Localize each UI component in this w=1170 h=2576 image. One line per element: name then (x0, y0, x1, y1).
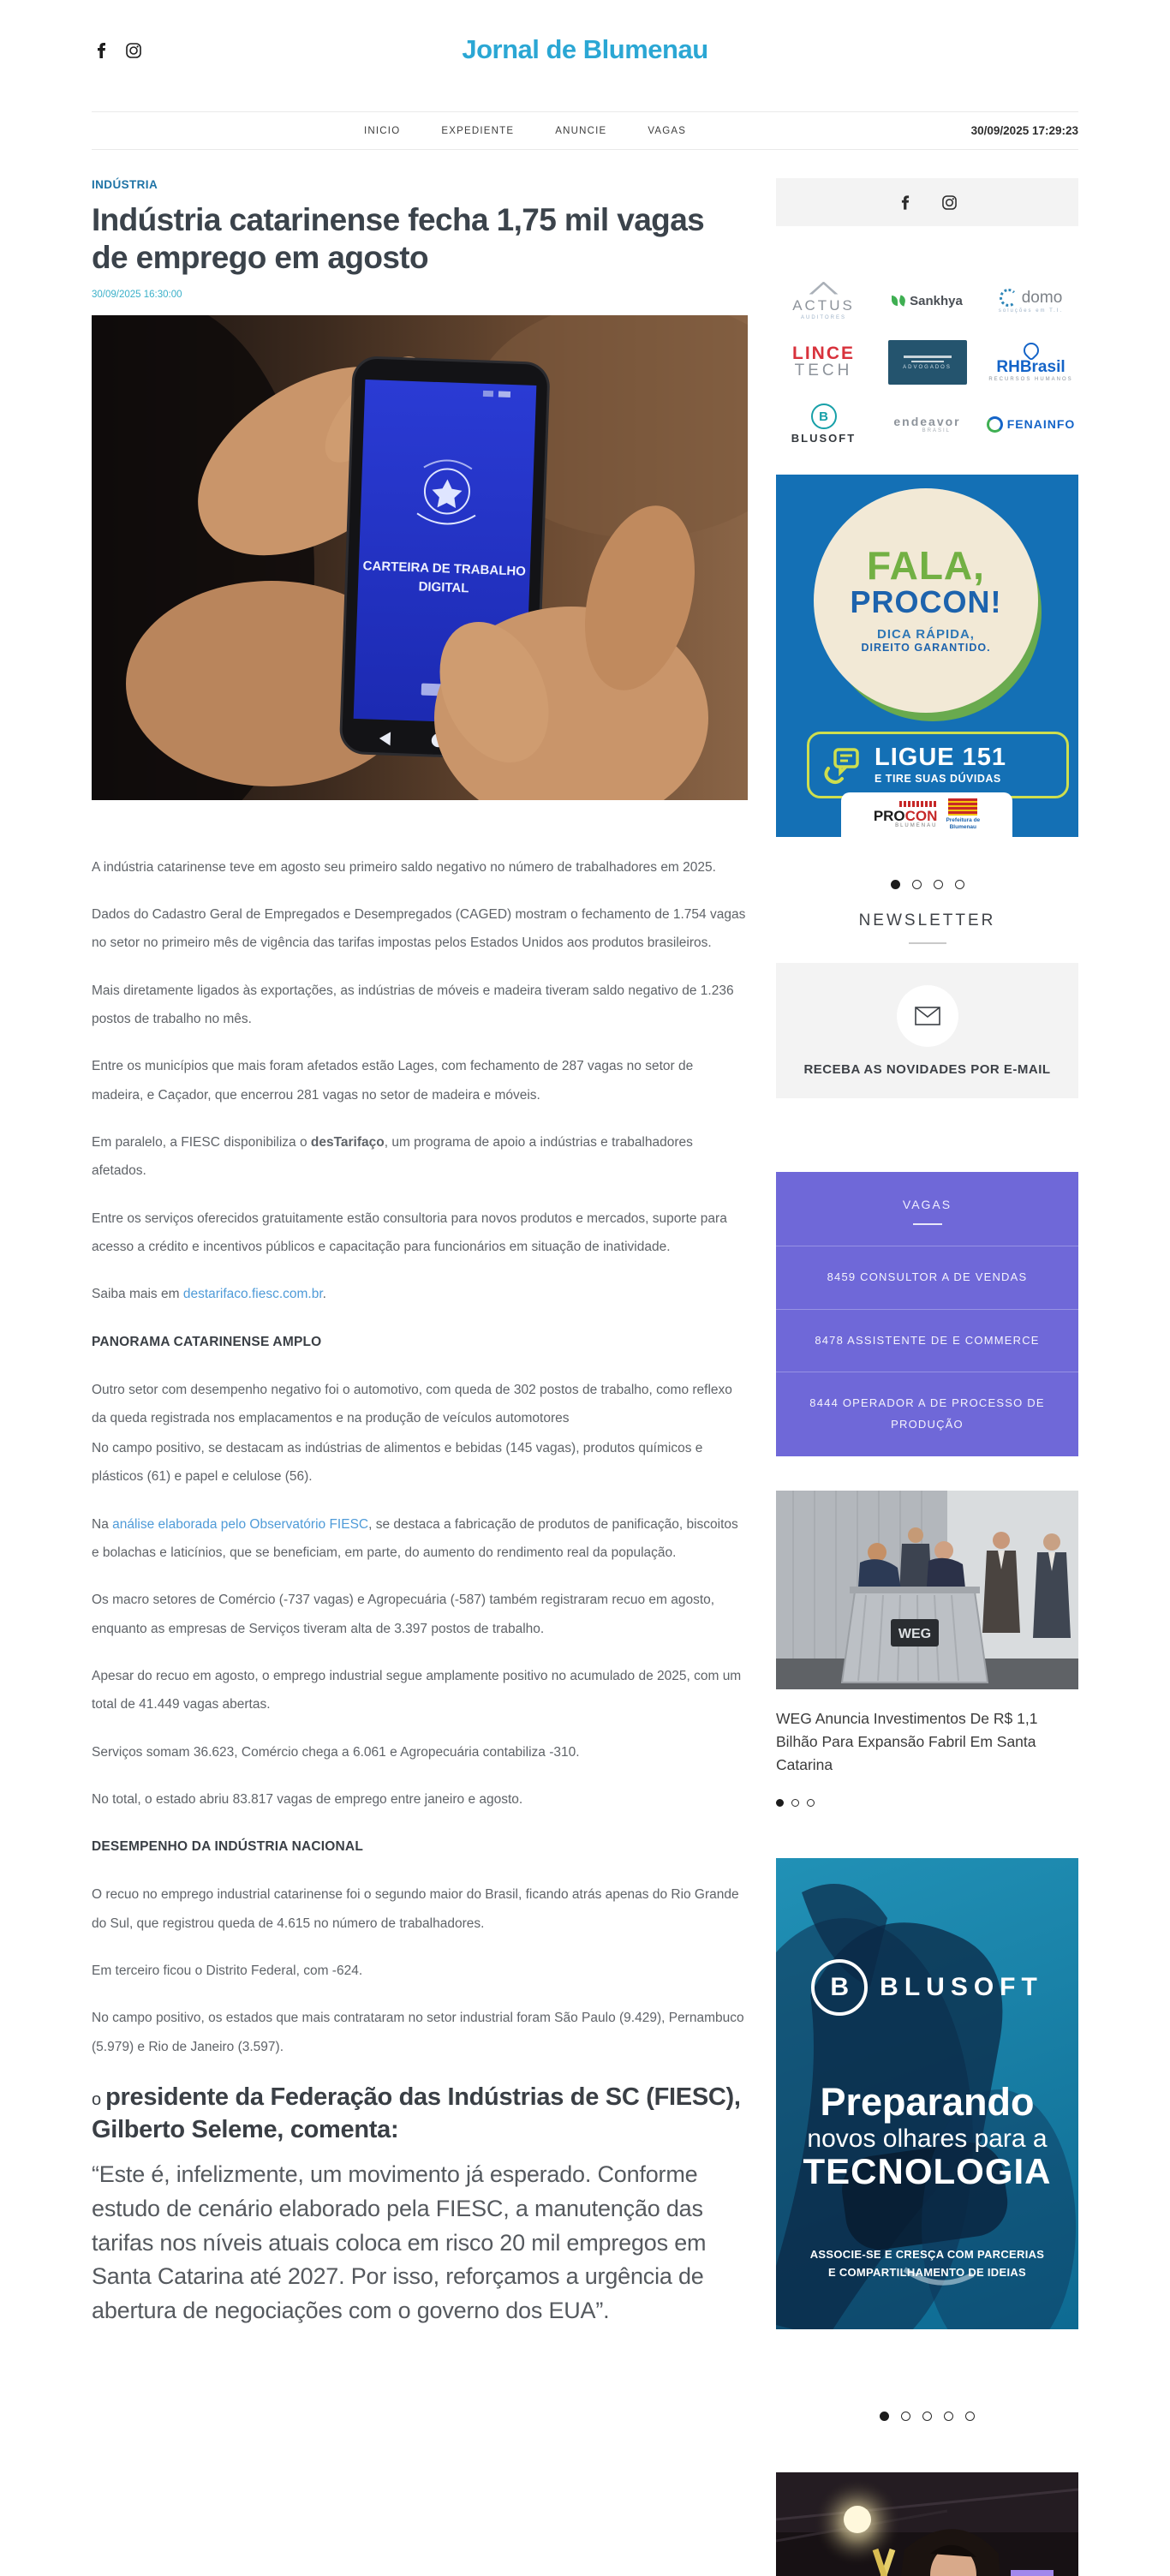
actus-roof-icon (809, 282, 839, 295)
paragraph: A indústria catarinense teve em agosto seu primeiro saldo negativo no número de trabalhadores em 2025. (92, 859, 716, 875)
sponsor-name: LINCE (792, 344, 855, 364)
procon-ad-banner[interactable] (776, 475, 1078, 837)
domo-c-icon (1000, 289, 1018, 307)
newsletter-cta: RECEBA AS NOVIDADES POR E-MAIL (803, 1061, 1051, 1077)
logo-text: BLUMENAU (895, 823, 938, 828)
prefeitura-flag-icon (948, 798, 977, 816)
procon-call-box (807, 732, 1069, 798)
blusoft-brand-row (811, 1959, 1043, 2016)
svg-text:CARTEIRA DE TRABALHO: CARTEIRA DE TRABALHO (362, 558, 527, 579)
article-published-date: 30/09/2025 16:30:00 (92, 289, 182, 300)
carousel-dot[interactable] (934, 880, 943, 889)
paragraph: No total, o estado abriu 83.817 vagas de emprego entre janeiro e agosto. (92, 1791, 523, 1807)
sponsor-name: RHBrasil (996, 358, 1066, 376)
vaga-item[interactable]: 8459 CONSULTOR A DE VENDAS (776, 1246, 1078, 1309)
destarifaco-link[interactable]: destarifaco.fiesc.com.br (182, 1287, 323, 1302)
sponsor-actus[interactable] (776, 276, 871, 326)
weg-news-title[interactable]: WEG Anuncia Investimentos De R$ 1,1 Bilhão Para Expansão Fabril Em Santa Catarina (776, 1709, 1038, 1773)
ad-tagline: DICA RÁPIDA, (877, 627, 975, 643)
sponsor-carousel-dots (776, 880, 1078, 889)
current-datetime: 30/09/2025 17:29:23 (970, 124, 1078, 137)
paragraph-text: Saiba mais em (92, 1287, 183, 1302)
header (92, 0, 1078, 111)
article-category[interactable]: INDÚSTRIA (92, 178, 158, 191)
main-nav (92, 111, 1078, 150)
bottom-carousel-dots (776, 2412, 1078, 2421)
law-firm-logo (888, 340, 967, 385)
ad-headline: Preparando (820, 2080, 1035, 2125)
paragraph: O recuo no emprego industrial catarinense foi o segundo maior do Brasil, ficando atrás apenas do Rio Grande do Sul, que registrou queda de 4.615 no número de trabalhadores. (92, 1887, 739, 1931)
blusoft-ad-banner[interactable] (776, 1858, 1078, 2329)
paragraph (92, 1128, 748, 1186)
section-heading-panorama: PANORAMA CATARINENSE AMPLO (92, 1334, 322, 1349)
sponsor-name: domo (1021, 288, 1063, 307)
paragraph: Entre os serviços oferecidos gratuitamente estão consultoria para novos produtos e mercados, suporte para acesso a crédito e incentivos públicos e capacitação para funcionários em situação de inatividade. (92, 1210, 727, 1254)
sponsor-logo-grid (776, 276, 1078, 449)
sponsor-sankhya[interactable] (880, 276, 975, 326)
instagram-icon[interactable] (942, 194, 958, 210)
logo-text-line (911, 361, 944, 362)
facebook-icon[interactable] (898, 194, 913, 210)
paragraph (92, 1510, 748, 1568)
ad-footer-text: E COMPARTILHAMENTO DE IDEIAS (827, 2266, 1027, 2280)
carousel-dot[interactable] (922, 2412, 932, 2421)
blusoft-b-icon: B (811, 403, 837, 429)
phone-chat-icon (820, 743, 864, 787)
procon-stripes (899, 801, 937, 807)
quote-attribution (92, 2082, 748, 2146)
nav-item-anuncie[interactable]: ANUNCIE (555, 125, 607, 136)
nav-item-vagas[interactable]: VAGAS (648, 125, 687, 136)
article-hero-image (92, 315, 748, 800)
paragraph-text: Em paralelo, a FIESC disponibiliza o (92, 1134, 311, 1150)
award-photo[interactable] (776, 2472, 1078, 2576)
paragraph-text: . (322, 1287, 326, 1302)
procon-logos-box (841, 792, 1012, 837)
sponsor-sub: BRASIL (922, 428, 951, 433)
observatorio-fiesc-link[interactable]: análise elaborada pelo Observatório FIESC (112, 1516, 369, 1532)
ad-footer-text: ASSOCIE-SE E CRESÇA COM PARCERIAS (809, 2248, 1045, 2262)
ad-tagline: DIREITO GARANTIDO. (861, 642, 991, 654)
logo-text: PRO (873, 808, 905, 824)
sponsor-sub: RECURSOS HUMANOS (988, 377, 1073, 382)
procon-speech-bubble (814, 488, 1038, 713)
lead-prefix: o (92, 2089, 106, 2109)
vaga-item[interactable]: 8478 ASSISTENTE DE E COMMERCE (776, 1309, 1078, 1372)
svg-text:WEG: WEG (898, 1626, 932, 1641)
sponsor-rhbrasil[interactable] (983, 338, 1078, 387)
sponsor-domo[interactable] (983, 276, 1078, 326)
site-logo[interactable]: Jornal de Blumenau (462, 34, 708, 64)
sponsor-sub: AUDITORES (801, 314, 846, 320)
vagas-heading: VAGAS (902, 1198, 952, 1211)
sponsor-name: TECH (794, 362, 853, 380)
paragraph: Os macro setores de Comércio (-737 vagas) e Agropecuária (-587) também registraram recuo em agosto, enquanto as empresas de Serviços tiveram alta de 3.397 postos de trabalho. (92, 1593, 715, 1636)
prefeitura-logo (946, 798, 980, 831)
paragraph: Apesar do recuo em agosto, o emprego industrial segue amplamente positivo no acumulado de 2025, com um total de 41.449 vagas abertas. (92, 1669, 742, 1712)
carousel-dot[interactable] (944, 2412, 953, 2421)
ad-headline: PROCON! (850, 583, 1002, 619)
sidebar (776, 178, 1078, 2576)
carousel-dot[interactable] (912, 880, 922, 889)
program-name-bold: desTarifaço (310, 1134, 385, 1150)
carousel-dot[interactable] (776, 1799, 784, 1807)
weg-news-card[interactable] (776, 1491, 1078, 1807)
vaga-item[interactable]: 8444 OPERADOR A DE PROCESSO DE PRODUÇÃO (776, 1372, 1078, 1455)
logo-text: CON (904, 808, 938, 824)
logo-text-line (904, 356, 952, 358)
paragraph-text: , um programa de apoio a indústrias e trabalhadores afetados. (92, 1134, 693, 1179)
divider (913, 1223, 942, 1225)
sankhya-leaf-icon (892, 296, 898, 306)
sponsor-name: ACTUS (792, 296, 855, 314)
envelope-icon (897, 985, 958, 1047)
svg-text:DIGITAL: DIGITAL (418, 579, 469, 596)
fenainfo-swoosh-icon (987, 416, 1003, 433)
vagas-widget (776, 1172, 1078, 1456)
carousel-dot[interactable] (965, 2412, 975, 2421)
nav-item-inicio[interactable]: INICIO (364, 125, 401, 136)
logo-text: Blumenau (949, 824, 977, 830)
newsletter-signup-box[interactable] (776, 963, 1078, 1098)
sankhya-leaf-icon (898, 295, 907, 306)
paragraph: Serviços somam 36.623, Comércio chega a 6.061 e Agropecuária contabiliza -310. (92, 1744, 580, 1760)
ad-subline: novos olhares para a (807, 2125, 1048, 2154)
carousel-dot[interactable] (955, 880, 964, 889)
sponsor-fenainfo[interactable] (983, 399, 1078, 449)
sponsor-name: FENAINFO (1006, 417, 1076, 431)
sponsor-endeavor[interactable] (880, 399, 975, 449)
sponsor-lince-tech[interactable] (776, 338, 871, 387)
lead-bold-text: presidente da Federação das Indústrias de SC (FIESC), Gilberto Seleme, comenta: (92, 2083, 741, 2143)
paragraph-text: Na (92, 1516, 113, 1532)
procon-logo (874, 801, 938, 828)
sidebar-social-box (776, 178, 1078, 226)
sponsor-blusoft[interactable] (776, 399, 871, 449)
sponsor-law-firm[interactable] (880, 338, 975, 387)
paragraph: Dados do Cadastro Geral de Empregados e Desempregados (CAGED) mostram o fechamento de 1.754 vagas no setor no primeiro mês de vigência das tarifas impostas pelos Estados Unidos aos produtos brasileiros. (92, 907, 746, 951)
article (92, 178, 748, 2328)
weg-news-photo (776, 1491, 1078, 1689)
sponsor-name: Sankhya (910, 293, 963, 308)
carousel-dot[interactable] (880, 2412, 889, 2421)
paragraph: No campo positivo, os estados que mais contrataram no setor industrial foram São Paulo (9.429), Pernambuco (5.979) e Rio de Janeiro (3.597). (92, 2011, 744, 2054)
call-sub: E TIRE SUAS DÚVIDAS (875, 773, 1001, 785)
nav-items (364, 126, 686, 136)
paragraph: Mais diretamente ligados às exportações, as indústrias de móveis e madeira tiveram saldo negativo de 1.236 postos de trabalho no mês. (92, 983, 734, 1027)
news-carousel-dots (776, 1799, 1078, 1807)
section-heading-desempenho: DESEMPENHO DA INDÚSTRIA NACIONAL (92, 1839, 363, 1855)
carousel-dot[interactable] (807, 1799, 815, 1807)
ad-headline: TECNOLOGIA (803, 2151, 1052, 2192)
carousel-dot[interactable] (791, 1799, 799, 1807)
ad-headline: FALA, (867, 542, 985, 588)
pull-quote: “Este é, infelizmente, um movimento já esperado. Conforme estudo de cenário elaborado pela FIESC, a manutenção das tarifas nos níveis atuais coloca em risco 20 mil empregos em Santa Catarina até 2027. Por isso, reforçamos a urgência de abertura de negociações com o governo dos EUA”. (92, 2161, 707, 2323)
newsletter-heading: NEWSLETTER (858, 911, 996, 929)
divider (909, 942, 946, 944)
paragraph: Entre os municípios que mais foram afetados estão Lages, com fechamento de 287 vagas no setor de madeira, e Caçador, que encerrou 281 vagas no setor de madeira e móveis. (92, 1059, 694, 1103)
paragraph: Em terceiro ficou o Distrito Federal, com -624. (92, 1963, 363, 1978)
nav-item-expediente[interactable]: EXPEDIENTE (441, 125, 515, 136)
paragraph (92, 1280, 748, 1308)
paragraph: No campo positivo, se destacam as indústrias de alimentos e bebidas (145 vagas), produtos químicos e plásticos (61) e papel e celulose (56). (92, 1441, 703, 1485)
sponsor-sub: ADVOGADOS (903, 364, 952, 370)
paragraph-text: , se destaca a fabricação de produtos de panificação, biscoitos e bolachas e laticínios, que se beneficiam, em parte, do aumento do rendimento real da população. (92, 1516, 738, 1561)
sponsor-name: endeavor (893, 415, 961, 428)
carousel-dot[interactable] (891, 880, 900, 889)
paragraph: Outro setor com desempenho negativo foi o automotivo, com queda de 302 postos de trabalho, como reflexo da queda registrada nos emplacamentos e na produção de veículos automotores (92, 1382, 732, 1425)
blusoft-b-icon: B (811, 1959, 868, 2016)
article-title: Indústria catarinense fecha 1,75 mil vagas de emprego em agosto (92, 202, 705, 276)
call-number: LIGUE 151 (875, 744, 1007, 771)
logo-text: Prefeitura de (946, 817, 981, 824)
carousel-dot[interactable] (901, 2412, 910, 2421)
article-body (92, 853, 748, 2328)
sponsor-name: BLUSOFT (791, 432, 857, 445)
blusoft-brand-name: BLUSOFT (880, 1973, 1043, 2002)
sponsor-sub: soluções em T.I. (998, 308, 1064, 314)
